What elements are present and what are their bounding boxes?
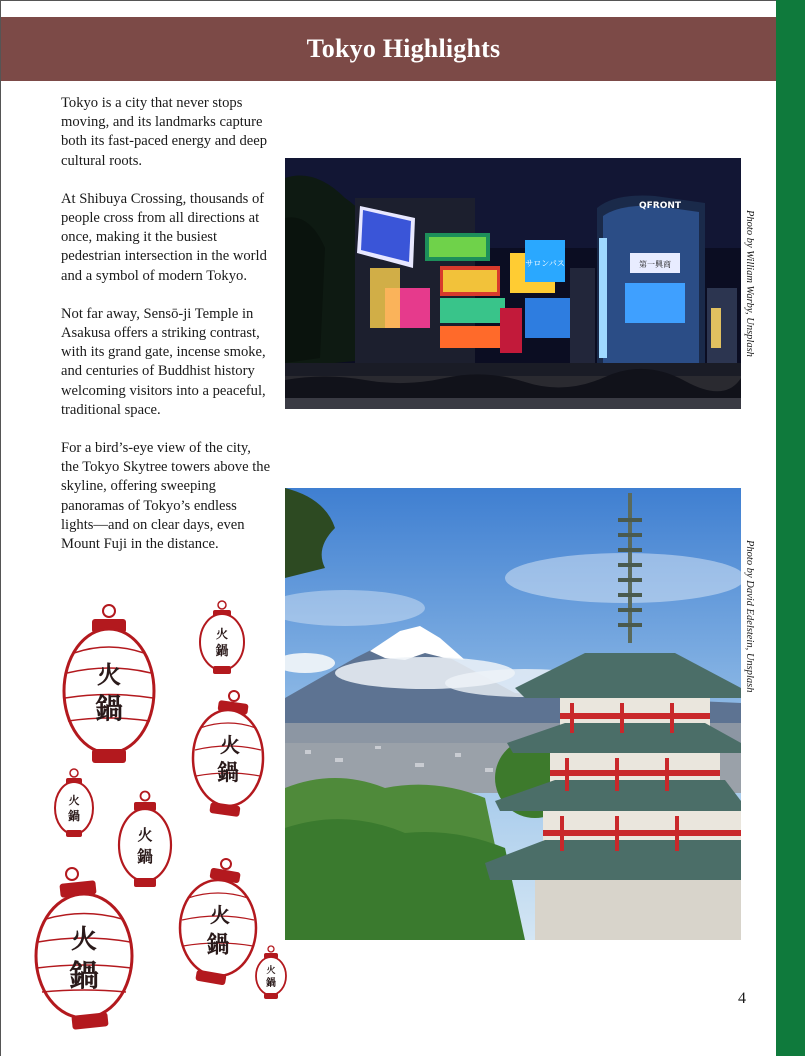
daiichikosho-sign: 第一興商 xyxy=(639,260,671,269)
paragraph-sensoji: Not far away, Sensō-ji Temple in Asakusa offers a striking contrast, with its grand gate, incense smoke, and centuries of Buddhist history welcoming visitors into a peaceful, traditional space. xyxy=(61,305,266,418)
svg-text:鍋: 鍋 xyxy=(69,959,99,994)
fuji-photo-credit: Photo by David Edelstein, Unsplash xyxy=(744,540,755,693)
body-text xyxy=(61,94,271,573)
lantern-medium-icon xyxy=(176,856,260,990)
shibuya-photo-credit: Photo by William Warby, Unsplash xyxy=(744,210,755,357)
salonpas-sign: サロンパス xyxy=(525,259,565,268)
svg-text:火: 火 xyxy=(220,733,240,757)
svg-text:火: 火 xyxy=(210,903,230,927)
svg-text:火: 火 xyxy=(266,966,276,976)
lantern-small-icon xyxy=(198,600,246,680)
lantern-small-icon xyxy=(254,945,288,1003)
svg-text:鍋: 鍋 xyxy=(215,644,229,659)
lantern-large-icon xyxy=(62,603,157,771)
svg-text:鍋: 鍋 xyxy=(67,809,81,823)
paragraph-skytree: For a bird’s-eye view of the city, the Tokyo Skytree towers above the skyline, offering sweeping panoramas of Tokyo’s endless lights—and on clear days, even Mount Fuji in the distance. xyxy=(61,440,271,553)
svg-text:火: 火 xyxy=(97,660,121,689)
fuji-pagoda-photo xyxy=(285,488,741,940)
lantern-medium-icon xyxy=(190,688,268,824)
qfront-sign: QFRONT xyxy=(638,201,682,211)
lantern-large-icon xyxy=(32,864,136,1032)
page-title: Tokyo Highlights xyxy=(306,34,501,63)
lantern-small-icon xyxy=(53,768,95,842)
svg-text:鍋: 鍋 xyxy=(94,692,124,725)
svg-text:鍋: 鍋 xyxy=(266,978,276,989)
svg-text:火: 火 xyxy=(70,925,98,955)
paragraph-shibuya: At Shibuya Crossing, thousands of people cross from all directions at once, making it the busiest pedestrian intersection in the world and a symbol of modern Tokyo. xyxy=(61,190,267,284)
paragraph-intro: Tokyo is a city that never stops moving, and its landmarks capture both its fast-paced energy and deep cultural roots. xyxy=(61,95,267,169)
svg-text:鍋: 鍋 xyxy=(136,847,154,866)
svg-text:鍋: 鍋 xyxy=(206,931,230,958)
svg-text:火: 火 xyxy=(215,627,229,641)
svg-text:鍋: 鍋 xyxy=(216,760,240,786)
side-color-bar xyxy=(776,0,805,1056)
page-number: 4 xyxy=(738,990,746,1007)
shibuya-crossing-photo xyxy=(285,158,741,409)
svg-text:火: 火 xyxy=(137,826,153,844)
title-banner xyxy=(1,17,776,81)
svg-text:火: 火 xyxy=(68,794,80,807)
